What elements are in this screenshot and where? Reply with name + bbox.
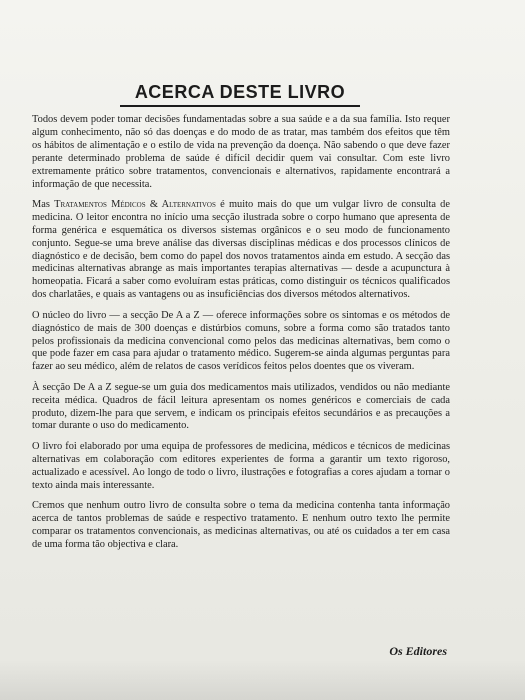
paragraph-2-body: é muito mais do que um vulgar livro de consulta de medicina. O leitor encontra no início uma secção ilustrada sobre o corpo humano que apresenta de forma genérica e esquemática os diversos sistemas orgânicos e o seu modo de funcionamento conjunto. Segue-se uma breve análise das diversas disciplinas médicas e dos processos clínicos de diagnóstico e de decisão, bem como do papel dos novos tratamentos ainda em estudo. A secção das medicinas alternativas abrange as mais importantes terapias alternativas — desde a acupunctura à homeopatia. Ficará a saber como evoluíram estas práticas, como distinguir os técnicos qualificados dos charlatães, e quais as vantagens ou as insuficiências dos diversos métodos alternativos. [32,198,450,301]
paragraph-6: Cremos que nenhum outro livro de consulta sobre o tema da medicina contenha tanta informação acerca de tantos problemas de saúde e respectivo tratamento. E nenhum outro texto lhe permite comparar os tratamentos convencionais, as medicinas alternativas, ou até os cuidados a ter em casa de uma forma tão objectiva e clara. [32,499,450,550]
paragraph-4: À secção De A a Z segue-se um guia dos medicamentos mais utilizados, vendidos ou não mediante receita médica. Quadros de fácil leitura apresentam os nomes genéricos e comerciais de cada produto, dizem-lhe para que servem, e indicam os principais efeitos secundários e as precauções a tomar durante o uso do medicamento. [32,381,450,432]
paragraph-2-lead: Mas [32,198,50,210]
paragraph-1: Todos devem poder tomar decisões fundamentadas sobre a sua saúde e a da sua família. Isto requer algum conhecimento, não só das doenças e do modo de as tratar, mas também dos efeitos que têm os hábitos de alimentação e o estilo de vida na prevenção da doença. Não sabendo o que deve fazer perante determinado problema de saúde é difícil decidir quem vai consultar. Com este livro extremamente prático sobre tratamentos, convencionais e alternativos, rapidamente encontrará a informação de que necessita. [32,114,450,190]
page-shadow [0,660,525,700]
book-title-inline: Tratamentos Médicos & Alternativos [54,198,216,210]
paragraph-3: O núcleo do livro — a secção De A a Z — oferece informações sobre os sintomas e os métodos de diagnóstico de mais de 300 doenças e distúrbios comuns, sobre a forma como são tratados tanto pelos profissionais da medicina convencional como pelos das medicinas alternativas, bem como o que pode fazer em casa para ajudar o tratamento médico. Sugerem-se ainda algumas perguntas para fazer ao seu médico, além de relatos de casos verídicos feitos pelos doentes que os viveram. [32,309,450,373]
signature: Os Editores [389,644,447,658]
heading-block [120,82,360,107]
paragraph-2 [32,199,450,302]
paragraph-5: O livro foi elaborado por uma equipa de professores de medicina, médicos e técnicos de medicinas alternativas em colaboração com editores experientes de forma a garantir um texto rigoroso, actualizado e acessível. Ao longo de todo o livro, ilustrações e fotografias a cores ajudam a tornar o texto ainda mais interessante. [32,440,450,491]
title-underline [120,105,360,107]
page-title: ACERCA DESTE LIVRO [134,82,346,102]
body-text [32,114,450,559]
